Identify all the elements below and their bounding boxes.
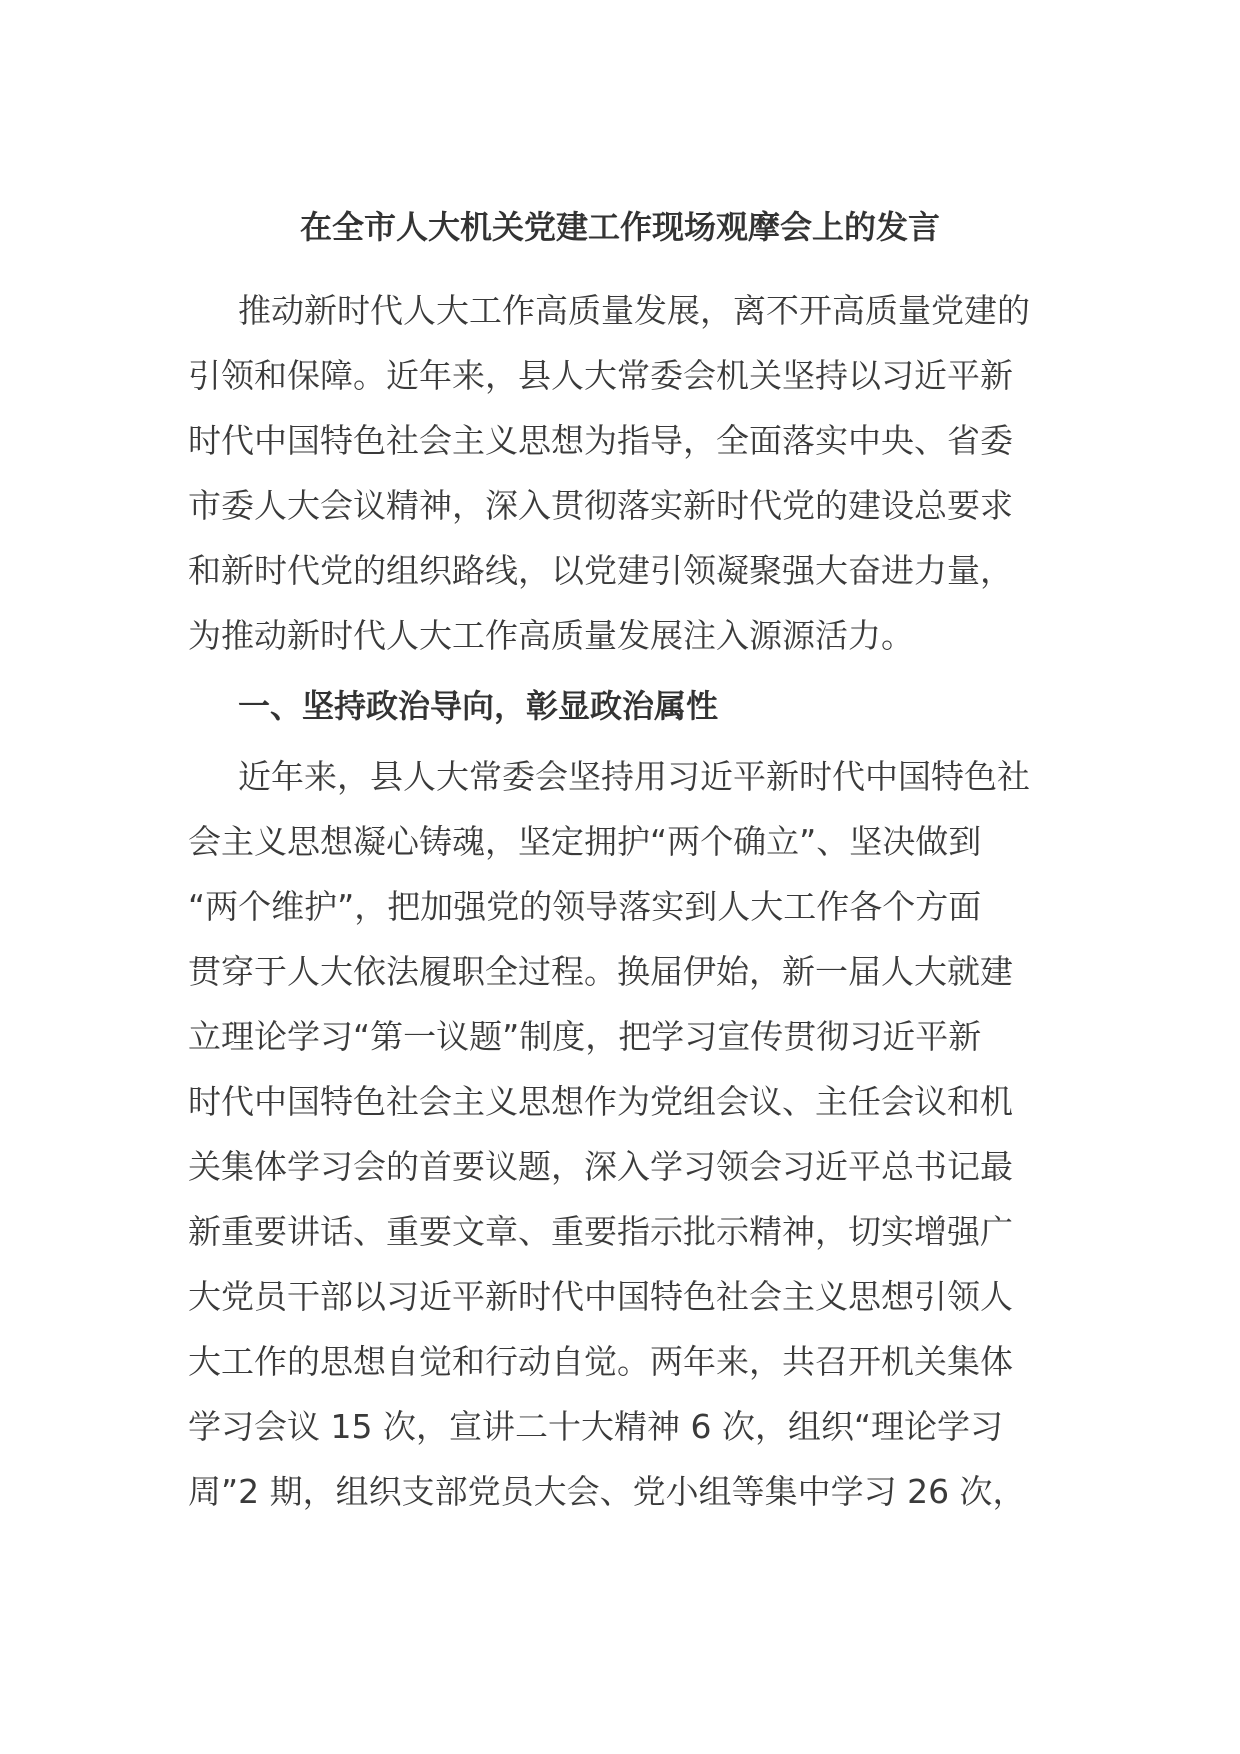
- paragraph-line: 大党员干部以习近平新时代中国特色社会主义思想引领人: [188, 1277, 1013, 1316]
- paragraph-line: 新重要讲话、重要文章、重要指示批示精神，切实增强广: [188, 1212, 1013, 1251]
- paragraph-line: 时代中国特色社会主义思想为指导，全面落实中央、省委: [188, 421, 1013, 460]
- paragraph-line: 近年来，县人大常委会坚持用习近平新时代中国特色社: [238, 757, 1030, 796]
- paragraph-line: 大工作的思想自觉和行动自觉。两年来，共召开机关集体: [188, 1342, 1013, 1381]
- paragraph-line: 为推动新时代人大工作高质量发展注入源源活力。: [188, 616, 914, 655]
- paragraph-line: 引领和保障。近年来，县人大常委会机关坚持以习近平新: [188, 356, 1013, 395]
- paragraph-line: 贯穿于人大依法履职全过程。换届伊始，新一届人大就建: [188, 952, 1013, 991]
- paragraph-line: 关集体学习会的首要议题，深入学习领会习近平总书记最: [188, 1147, 1013, 1186]
- intro-paragraph: [188, 278, 1052, 668]
- paragraph-line: 时代中国特色社会主义思想作为党组会议、主任会议和机: [188, 1082, 1013, 1121]
- paragraph-line: 推动新时代人大工作高质量发展，离不开高质量党建的: [238, 291, 1030, 330]
- paragraph-line: 学习会议 15 次，宣讲二十大精神 6 次，组织“理论学习: [188, 1407, 1004, 1446]
- section-paragraph: [188, 744, 1052, 1524]
- paragraph-line: 市委人大会议精神，深入贯彻落实新时代党的建设总要求: [188, 486, 1013, 525]
- paragraph-line: 和新时代党的组织路线，以党建引领凝聚强大奋进力量，: [188, 551, 1013, 590]
- paragraph-line: 周”2 期，组织支部党员大会、党小组等集中学习 26 次，: [188, 1472, 1026, 1511]
- paragraph-line: “两个维护”，把加强党的领导落实到人大工作各个方面: [188, 887, 982, 926]
- document-title: 在全市人大机关党建工作现场观摩会上的发言: [299, 208, 940, 246]
- paragraph-line: 会主义思想凝心铸魂，坚定拥护“两个确立”、坚决做到: [188, 822, 982, 861]
- section-heading: 一、坚持政治导向，彰显政治属性: [238, 687, 719, 725]
- document-body: [188, 278, 1052, 1524]
- paragraph-line: 立理论学习“第一议题”制度，把学习宣传贯彻习近平新: [188, 1017, 982, 1056]
